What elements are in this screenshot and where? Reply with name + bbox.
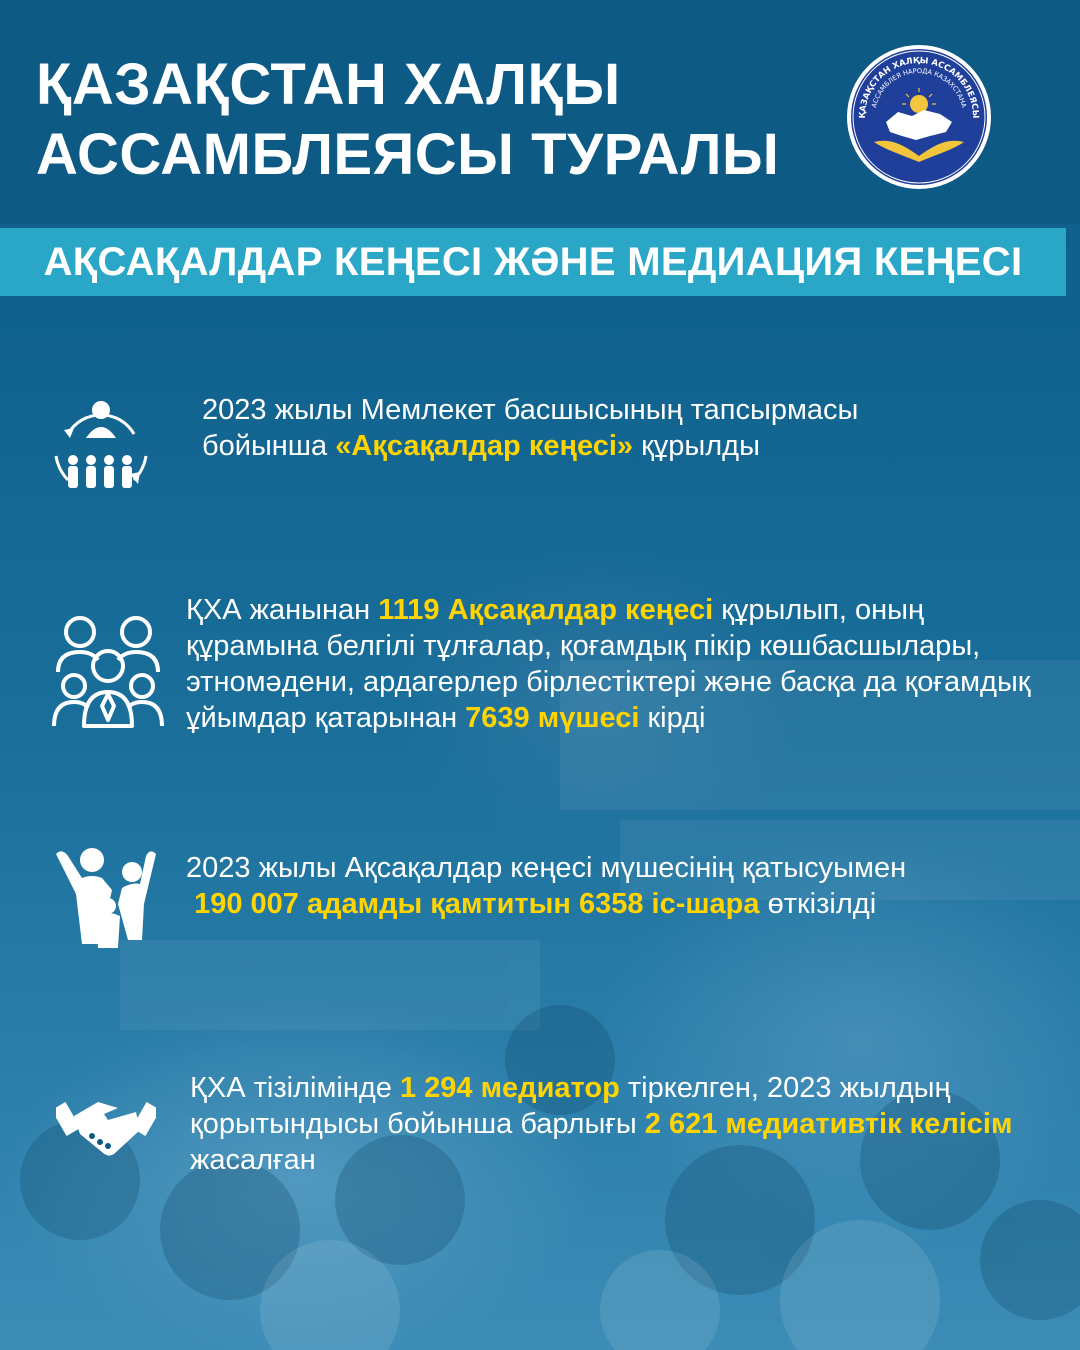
item-text xyxy=(186,850,1056,922)
title-line-2: АССАМБЛЕЯСЫ ТУРАЛЫ xyxy=(36,122,780,187)
title-line-1: ҚАЗАҚСТАН ХАЛҚЫ xyxy=(36,52,621,117)
family-icon xyxy=(52,844,162,954)
people-cycle-icon xyxy=(46,394,156,504)
item-text xyxy=(190,1070,1050,1178)
header xyxy=(0,0,1080,224)
item-text-part: құрылды xyxy=(633,430,760,462)
item-highlight: 190 007 адамды қамтитын 6358 іс-шара xyxy=(194,888,760,920)
handshake-icon xyxy=(56,1090,156,1160)
item-text-part: кірді xyxy=(639,702,706,734)
list-item xyxy=(0,580,1080,780)
group-people-icon xyxy=(50,610,166,730)
item-text-part: құрылып, оның құрамына белгілі тұлғалар, қоғамдық пікір көшбасшылары, этномәдени, ардагерлер бірлестіктері және басқа да қоғамдық ұйымдар қатарынан xyxy=(186,594,1031,734)
section-banner xyxy=(0,228,1066,296)
item-text-part: ҚХА жанынан xyxy=(186,594,379,626)
item-highlight: 1119 Ақсақалдар кеңесі xyxy=(378,594,714,626)
item-highlight: 2 621 медиативтік келісім xyxy=(644,1108,1013,1140)
item-text-part: өткізілді xyxy=(759,888,877,920)
assembly-logo xyxy=(846,44,992,190)
item-text-part: 2023 жылы Ақсақалдар кеңесі мүшесінің қатысуымен xyxy=(186,852,907,884)
banner-title: АҚСАҚАЛДАР КЕҢЕСІ ЖӘНЕ МЕДИАЦИЯ КЕҢЕСІ xyxy=(43,240,1023,284)
page-title xyxy=(36,50,836,190)
list-item xyxy=(0,1060,1080,1190)
item-text xyxy=(186,592,1056,736)
logo-text-top: ҚАЗАҚСТАН ХАЛҚЫ АССАМБЛЕЯСЫ xyxy=(856,54,982,119)
item-highlight: «Ақсақалдар кеңесі» xyxy=(335,430,634,462)
item-highlight: 1 294 медиатор xyxy=(399,1072,620,1104)
item-text-part: тіркелген, 2023 жылдың қорытындысы бойынша барлығы xyxy=(190,1072,951,1140)
list-item xyxy=(0,380,1080,510)
item-text xyxy=(202,392,962,464)
item-text-part: 2023 жылы Мемлекет басшысының тапсырмасы бойынша xyxy=(202,394,859,462)
item-text-part: жасалған xyxy=(190,1144,316,1176)
item-highlight: 7639 мүшесі xyxy=(465,702,640,734)
list-item xyxy=(0,840,1080,960)
logo-text-bottom: АССАМБЛЕЯ НАРОДА КАЗАХСТАНА xyxy=(870,66,968,109)
item-text-part: ҚХА тізілімінде xyxy=(190,1072,400,1104)
